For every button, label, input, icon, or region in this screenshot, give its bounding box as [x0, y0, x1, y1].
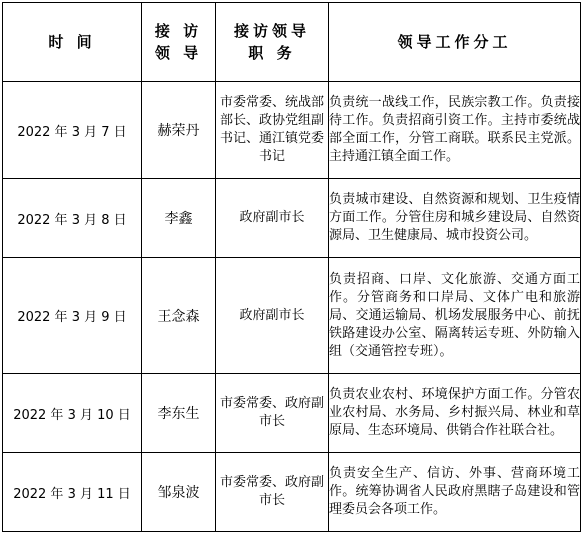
- row-leader-name: 赫荣丹: [142, 82, 216, 179]
- row-duties: 负责统一战线工作，民族宗教工作。负责接待工作。负责招商引资工作。主持市委统战部全面工作，分管工商联。联系民主党派。主持通江镇全面工作。: [329, 82, 581, 179]
- row-date: 2022 年 3 月 10 日: [3, 374, 142, 453]
- table-row: [3, 179, 581, 258]
- table-row: [3, 374, 581, 453]
- header-leader-text: 接 访 领 导: [154, 22, 203, 62]
- row-position: 政府副市长: [216, 179, 329, 258]
- header-position: [216, 3, 329, 82]
- row-duties: 负责城市建设、自然资源和规划、卫生疫情方面工作。分管住房和城乡建设局、自然资源局、卫生健康局、城市投资公司。: [329, 179, 581, 258]
- row-leader-name: 李鑫: [142, 179, 216, 258]
- row-leader-name: 王念森: [142, 258, 216, 374]
- header-position-text: 接访领导 职 务: [233, 22, 310, 62]
- row-position: 市委常委、政府副市长: [216, 374, 329, 453]
- row-leader-name: 李东生: [142, 374, 216, 453]
- row-date: 2022 年 3 月 7 日: [3, 82, 142, 179]
- header-duties-text: 领导工作分工: [397, 33, 512, 51]
- table-row: [3, 258, 581, 374]
- table-row: [3, 82, 581, 179]
- header-row: [3, 3, 581, 82]
- reception-schedule-table: [2, 2, 581, 532]
- row-leader-name: 邹泉波: [142, 453, 216, 532]
- row-duties: 负责安全生产、信访、外事、营商环境工作。统筹协调省人民政府黑瞎子岛建设和管理委员会各项工作。: [329, 453, 581, 532]
- row-duties: 负责招商、口岸、文化旅游、交通方面工作。分管商务和口岸局、文体广电和旅游局、交通运输局、机场发展服务中心、前抚铁路建设办公室、隔离转运专班、外防输入组（交通管控专班）。: [329, 258, 581, 374]
- row-position: 市委常委、政府副市长: [216, 453, 329, 532]
- row-position: 政府副市长: [216, 258, 329, 374]
- row-date: 2022 年 3 月 8 日: [3, 179, 142, 258]
- header-date-text: 时 间: [48, 33, 96, 51]
- row-date: 2022 年 3 月 11 日: [3, 453, 142, 532]
- row-date: 2022 年 3 月 9 日: [3, 258, 142, 374]
- header-duties: [329, 3, 581, 82]
- header-leader: [142, 3, 216, 82]
- row-position: 市委常委、统战部部长、政协党组副书记、通江镇党委书记: [216, 82, 329, 179]
- table-row: [3, 453, 581, 532]
- header-date: [3, 3, 142, 82]
- row-duties: 负责农业农村、环境保护方面工作。分管农业农村局、水务局、乡村振兴局、林业和草原局、生态环境局、供销合作社联合社。: [329, 374, 581, 453]
